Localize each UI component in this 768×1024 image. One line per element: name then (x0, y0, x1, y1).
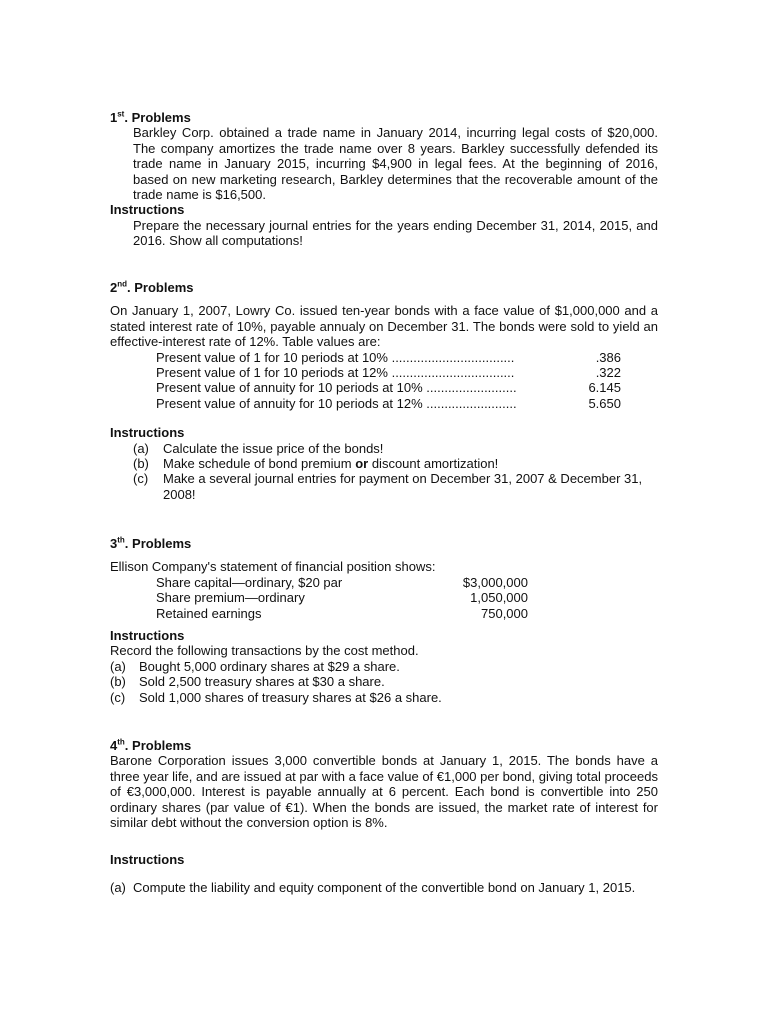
table-row: Present value of 1 for 10 periods at 10% .................................. .386 (156, 349, 621, 365)
problem-4-body: Barone Corporation issues 3,000 convertible bonds at January 1, 2015. The bonds have a three year life, and are issued at par with a face value of €1,000 per bond, giving total proceeds of €3,000,000. Interest is payable annually at 6 percent. Each bond is convertible into 250 ordinary shares (par value of €1). When the bonds are issued, the market rate of interest for similar debt without the conversion option is 8%. (110, 753, 658, 831)
problem-2-heading: 2nd. Problems (110, 279, 194, 295)
table-row: Present value of annuity for 10 periods at 10% ......................... 6.145 (156, 380, 621, 396)
problem-3-instructions-heading: Instructions (110, 627, 185, 643)
problem-3-instructions-body: Record the following transactions by the cost method. (110, 643, 419, 659)
list-item: (c) Sold 1,000 shares of treasury shares at $26 a share. (110, 689, 442, 705)
problem-3-body: Ellison Company's statement of financial position shows: (110, 559, 436, 575)
problem-1-heading: 1st. Problems (110, 109, 191, 125)
problem-1 (110, 110, 658, 249)
problem-4 (110, 738, 658, 895)
problem-2 (110, 280, 658, 502)
list-item: (a) Compute the liability and equity component of the convertible bond on January 1, 2015. (110, 879, 636, 895)
problem-2-body: On January 1, 2007, Lowry Co. issued ten-year bonds with a face value of $1,000,000 and a stated interest rate of 10%, payable annualy on December 31. The bonds were sold to yield an effective-interest rate of 12%. Table values are: (110, 303, 658, 350)
table-row: Share premium—ordinary 1,050,000 (156, 590, 528, 606)
table-row: Present value of 1 for 10 periods at 12% .................................. .322 (156, 365, 621, 381)
list-item: (a) Bought 5,000 ordinary shares at $29 a share. (110, 658, 400, 674)
problem-3 (110, 536, 658, 705)
present-value-table (110, 350, 658, 412)
problem-2-instructions-heading: Instructions (110, 425, 185, 441)
table-row: Share capital—ordinary, $20 par $3,000,000 (156, 574, 528, 590)
list-item: (a) Calculate the issue price of the bonds! (133, 440, 384, 456)
financial-position-table (110, 575, 658, 621)
table-row: Present value of annuity for 10 periods at 12% ......................... 5.650 (156, 395, 621, 411)
problem-1-instructions-body: Prepare the necessary journal entries for the years ending December 31, 2014, 2015, and 2016. Show all computations! (133, 217, 658, 249)
list-item: (b) Sold 2,500 treasury shares at $30 a share. (110, 674, 385, 690)
list-item: (b) Make schedule of bond premium or discount amortization! (133, 456, 499, 471)
problem-4-heading: 4th. Problems (110, 737, 192, 753)
list-item: (c) Make a several journal entries for payment on December 31, 2007 & December 31, 2008! (133, 471, 643, 502)
problem-1-body: Barkley Corp. obtained a trade name in January 2014, incurring legal costs of $20,000. The company amortizes the trade name over 8 years. Barkley successfully defended its trade name in January 2015, incurring $4,900 in legal fees. At the beginning of 2016, based on new marketing research, Barkley determines that the recoverable amount of the trade name is $16,500. (133, 125, 658, 203)
problem-1-instructions-heading: Instructions (110, 202, 185, 218)
problem-4-instructions-heading: Instructions (110, 852, 185, 868)
problem-3-heading: 3th. Problems (110, 535, 192, 551)
table-row: Retained earnings 750,000 (156, 605, 528, 621)
